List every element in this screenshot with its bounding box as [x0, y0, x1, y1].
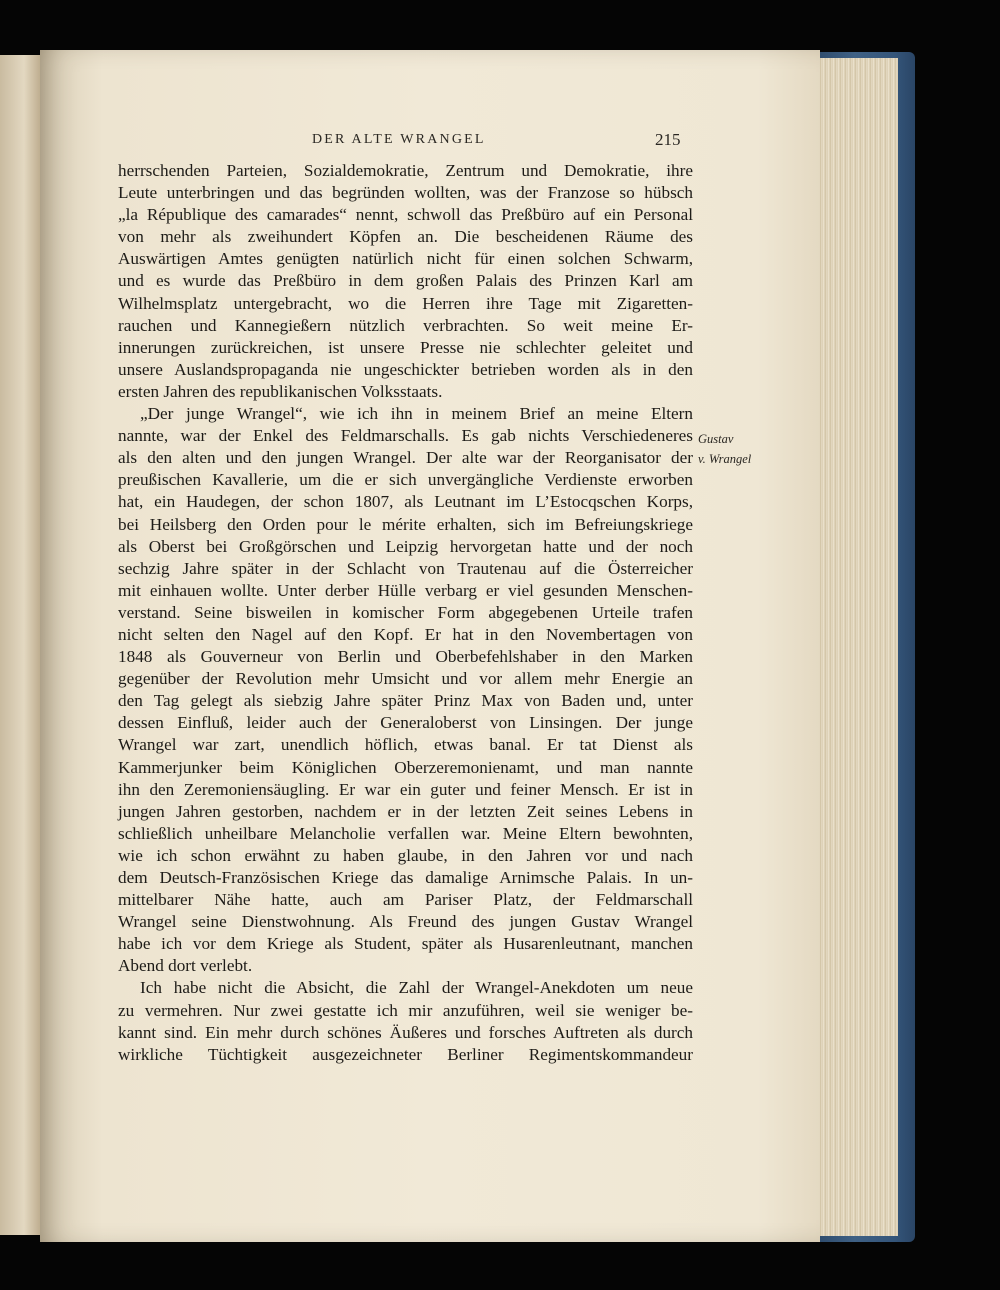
paragraph-start-line: Ich habe nicht die Absicht, die Zahl der Wrangel-Anekdoten um neue [140, 978, 693, 998]
text-line: gegenüber der Revolution mehr Umsicht und vor allem mehr Energie an [118, 669, 693, 689]
text-line: nicht selten den Nagel auf den Kopf. Er hat in den Novembertagen von [118, 624, 693, 644]
text-line: nannte, war der Enkel des Feldmarschalls. Es gab nichts Verschiedeneres [118, 426, 693, 446]
text-line: 1848 als Gouverneur von Berlin und Oberbefehlshaber in den Marken [118, 647, 693, 667]
text-line: mittelbarer Nähe hatte, auch am Pariser Platz, der Feldmarschall [118, 890, 693, 910]
text-line: „la République des camarades“ nennt, schwoll das Preßbüro auf ein Personal [118, 205, 693, 225]
paragraph-start-line: „Der junge Wrangel“, wie ich ihn in meinem Brief an meine Eltern [140, 404, 693, 424]
text-line: rauchen und Kannegießern nützlich verbrachten. So weit meine Er- [118, 315, 693, 335]
text-line: Leute unterbringen und das begründen wollten, was der Franzose so hübsch [118, 183, 693, 203]
text-line: den Tag gelegt als siebzig Jahre später Prinz Max von Baden und, unter [118, 691, 693, 711]
text-line: Wrangel war zart, unendlich höflich, etwas banal. Er tat Dienst als [118, 735, 693, 755]
text-line: dem Deutsch-Französischen Kriege das damalige Arnimsche Palais. In un- [118, 868, 693, 887]
text-line: innerungen zurückreichen, ist unsere Presse nie schlechter geleitet und [118, 337, 693, 357]
body-text [118, 160, 693, 1066]
text-line: schließlich unheilbare Melancholie verfallen war. Meine Eltern bewohnten, [118, 823, 693, 843]
text-line: dessen Einfluß, leider auch der Generaloberst von Linsingen. Der junge [118, 713, 693, 733]
text-line: hat, ein Haudegen, der schon 1807, als Leutnant im L’Estocqschen Korps, [118, 492, 693, 512]
text-line: Abend dort verlebt. [118, 956, 253, 976]
margin-note: v. Wrangel [698, 452, 752, 466]
text-line: Kammerjunker beim Königlichen Oberzeremonienamt, und man nannte [118, 757, 693, 777]
text-line: bei Heilsberg den Orden pour le mérite erhalten, sich im Befreiungskriege [118, 514, 693, 534]
text-line: habe ich vor dem Kriege als Student, später als Husarenleutnant, manchen [118, 934, 693, 954]
text-line: Auswärtigen Amtes genügten natürlich nicht für einen solchen Schwarm, [118, 249, 693, 269]
text-line: wirkliche Tüchtigkeit ausgezeichneter Berliner Regimentskommandeur [118, 1044, 693, 1064]
text-line: preußischen Kavallerie, um die er sich unvergängliche Verdienste erworben [118, 470, 693, 490]
text-line: unsere Auslandspropaganda nie ungeschickter betrieben worden als in den [118, 359, 693, 379]
text-line: als Oberst bei Großgörschen und Leipzig hervorgetan hatte und der noch [118, 536, 693, 556]
text-line: wie ich schon erwähnt zu haben glaube, in den Jahren vor und nach [118, 845, 693, 865]
text-line: kannt sind. Ein mehr durch schönes Äußeres und forsches Auftreten als durch [118, 1022, 693, 1042]
text-line: herrschenden Parteien, Sozialdemokratie, Zentrum und Demokratie, ihre [118, 161, 693, 180]
text-line: verstand. Seine bisweilen in komischer Form abgegebenen Urteile trafen [118, 602, 693, 622]
text-line: als den alten und den jungen Wrangel. Der alte war der Reorganisator der [118, 448, 693, 468]
text-line: Wilhelmsplatz untergebracht, wo die Herren ihre Tage mit Zigaretten- [118, 293, 693, 313]
text-line: von mehr als zweihundert Köpfen an. Die bescheidenen Räume des [118, 227, 693, 247]
page-block-edge [812, 58, 898, 1236]
running-head: DER ALTE WRANGEL [312, 132, 486, 147]
page-number: 215 [655, 130, 681, 149]
text-line: mit einhauen wollte. Unter derber Hülle verbarg er viel gesunden Menschen- [118, 580, 693, 600]
text-line: und es wurde das Preßbüro in dem großen Palais des Prinzen Karl am [118, 271, 693, 291]
text-line: sechzig Jahre später in der Schlacht von Trautenau auf die Österreicher [118, 558, 693, 578]
text-line: zu vermehren. Nur zwei gestatte ich mir anzuführen, weil sie weniger be- [118, 1000, 693, 1020]
text-line: jungen Jahren gestorben, nachdem er in der letzten Zeit seines Lebens in [118, 801, 693, 821]
facing-page-edge [0, 55, 40, 1235]
text-line: Wrangel seine Dienstwohnung. Als Freund des jungen Gustav Wrangel [118, 912, 693, 932]
margin-note: Gustav [698, 432, 734, 446]
text-line: ihn den Zeremoniensäugling. Er war ein guter und feiner Mensch. Er ist in [118, 779, 693, 799]
text-line: ersten Jahren des republikanischen Volksstaats. [118, 381, 443, 401]
